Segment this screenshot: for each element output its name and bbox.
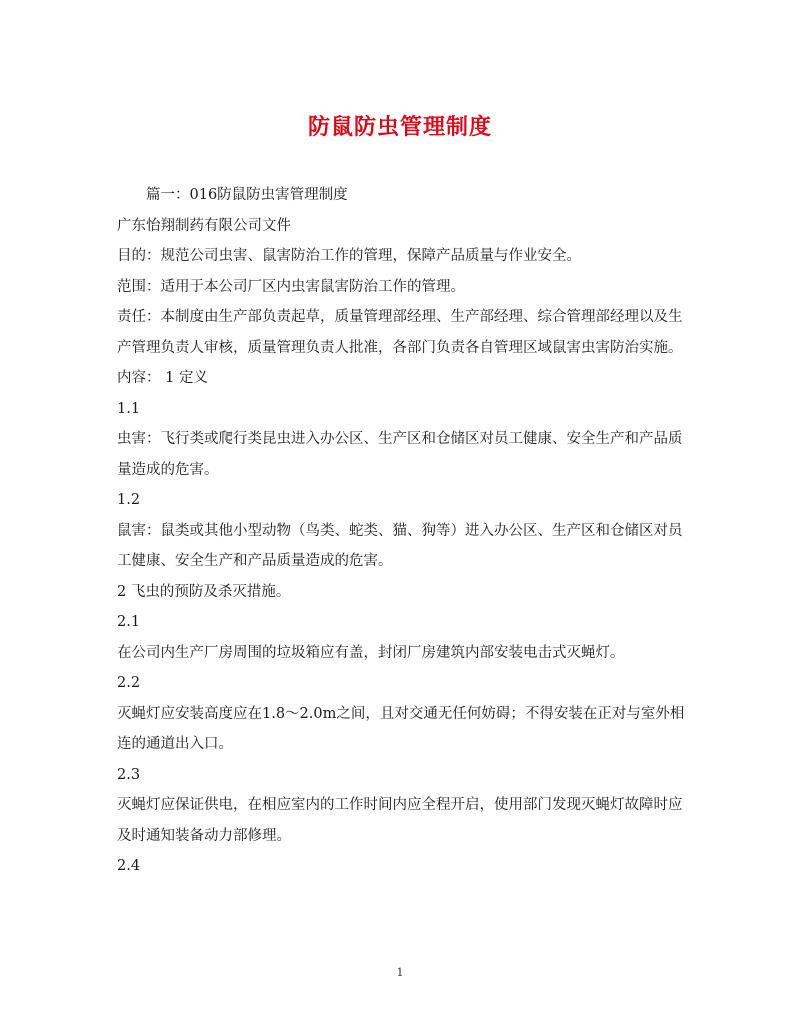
section-number: 2.1 bbox=[117, 614, 141, 630]
section-number: 2.2 bbox=[117, 675, 141, 691]
section-heading: 2 飞虫的预防及杀灭措施。 bbox=[117, 583, 291, 600]
section-number: 1.2 bbox=[117, 492, 141, 508]
paragraph: 范围：适用于本公司厂区内虫害鼠害防治工作的管理。 bbox=[117, 278, 465, 295]
section-number: 2.3 bbox=[117, 766, 141, 783]
document-title: 防鼠防虫管理制度 bbox=[307, 114, 492, 140]
paragraph: 灭蝇灯应安装高度应在1.8～2.0m之间，且对交通无任何妨碍；不得安装在正对与室外相连的通道出入口。 bbox=[117, 705, 685, 752]
paragraph: 灭蝇灯应保证供电，在相应室内的工作时间内应全程开启，使用部门发现灭蝇灯故障时应及时通知装备动力部修理。 bbox=[117, 797, 683, 844]
paragraph: 内容： 1 定义 bbox=[117, 370, 208, 386]
paragraph: 篇一：016防鼠防虫害管理制度 bbox=[146, 187, 348, 203]
paragraph: 目的：规范公司虫害、鼠害防治工作的管理，保障产品质量与作业安全。 bbox=[117, 248, 581, 264]
document-body bbox=[117, 180, 687, 882]
paragraph: 在公司内生产厂房周围的垃圾箱应有盖，封闭厂房建筑内部安装电击式灭蝇灯。 bbox=[117, 644, 625, 661]
page-number: 1 bbox=[396, 966, 404, 979]
paragraph: 责任：本制度由生产部负责起草，质量管理部经理、生产部经理、综合管理部经理以及生产管理负责人审核，质量管理负责人批准，各部门负责各自管理区域鼠害虫害防治实施。 bbox=[117, 309, 683, 356]
paragraph: 广东怡翔制药有限公司文件 bbox=[117, 217, 291, 234]
section-number: 1.1 bbox=[117, 400, 141, 417]
paragraph: 虫害：飞行类或爬行类昆虫进入办公区、生产区和仓储区对员工健康、安全生产和产品质量造成的危害。 bbox=[117, 431, 683, 478]
section-number: 2.4 bbox=[117, 858, 141, 874]
paragraph: 鼠害：鼠类或其他小型动物（鸟类、蛇类、猫、狗等）进入办公区、生产区和仓储区对员工健康、安全生产和产品质量造成的危害。 bbox=[117, 522, 683, 569]
